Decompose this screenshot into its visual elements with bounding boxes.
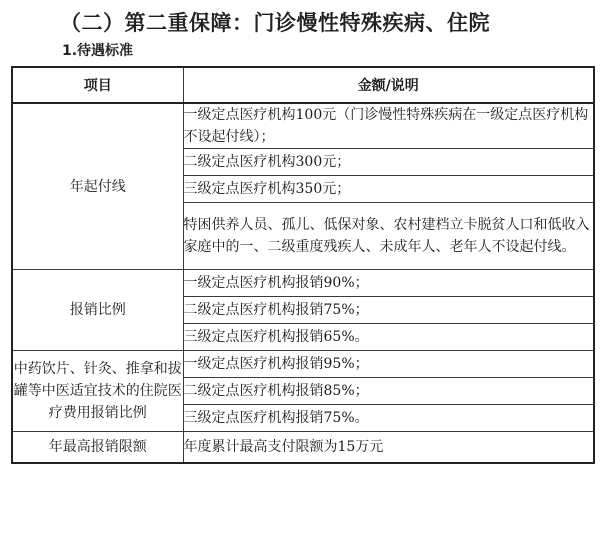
column-header-item: 项目 — [12, 67, 183, 103]
item-tcm-reimbursement-ratio: 中药饮片、针灸、推拿和拔罐等中医适宜技术的住院医疗费用报销比例 — [12, 351, 183, 432]
desc-cell: 二级定点医疗机构报销85%； — [183, 378, 594, 405]
table-row — [12, 351, 594, 378]
desc-cell: 三级定点医疗机构报销65%。 — [183, 324, 594, 351]
table-row — [12, 270, 594, 297]
item-deductible: 年起付线 — [12, 103, 183, 270]
item-reimbursement-ratio: 报销比例 — [12, 270, 183, 351]
benefits-table — [11, 66, 595, 464]
desc-cell: 二级定点医疗机构300元； — [183, 149, 594, 176]
desc-cell: 一级定点医疗机构报销90%； — [183, 270, 594, 297]
column-header-amount: 金额/说明 — [183, 67, 594, 103]
desc-cell: 一级定点医疗机构100元（门诊慢性特殊疾病在一级定点医疗机构不设起付线）； — [183, 103, 594, 149]
desc-cell: 特困供养人员、孤儿、低保对象、农村建档立卡脱贫人口和低收入家庭中的一、二级重度残疾人、未成年人、老年人不设起付线。 — [183, 203, 594, 270]
desc-cell: 三级定点医疗机构350元； — [183, 176, 594, 203]
desc-cell: 一级定点医疗机构报销95%； — [183, 351, 594, 378]
desc-cell: 年度累计最高支付限额为15万元 — [183, 432, 594, 464]
table-row — [12, 432, 594, 464]
section-title: （二）第二重保障：门诊慢性特殊疾病、住院 — [60, 11, 490, 35]
table-row — [12, 103, 594, 149]
table-header-row — [12, 67, 594, 103]
desc-cell: 三级定点医疗机构报销75%。 — [183, 405, 594, 432]
desc-cell: 二级定点医疗机构报销75%； — [183, 297, 594, 324]
sub-title: 1.待遇标准 — [62, 43, 134, 59]
item-annual-max-limit: 年最高报销限额 — [12, 432, 183, 464]
